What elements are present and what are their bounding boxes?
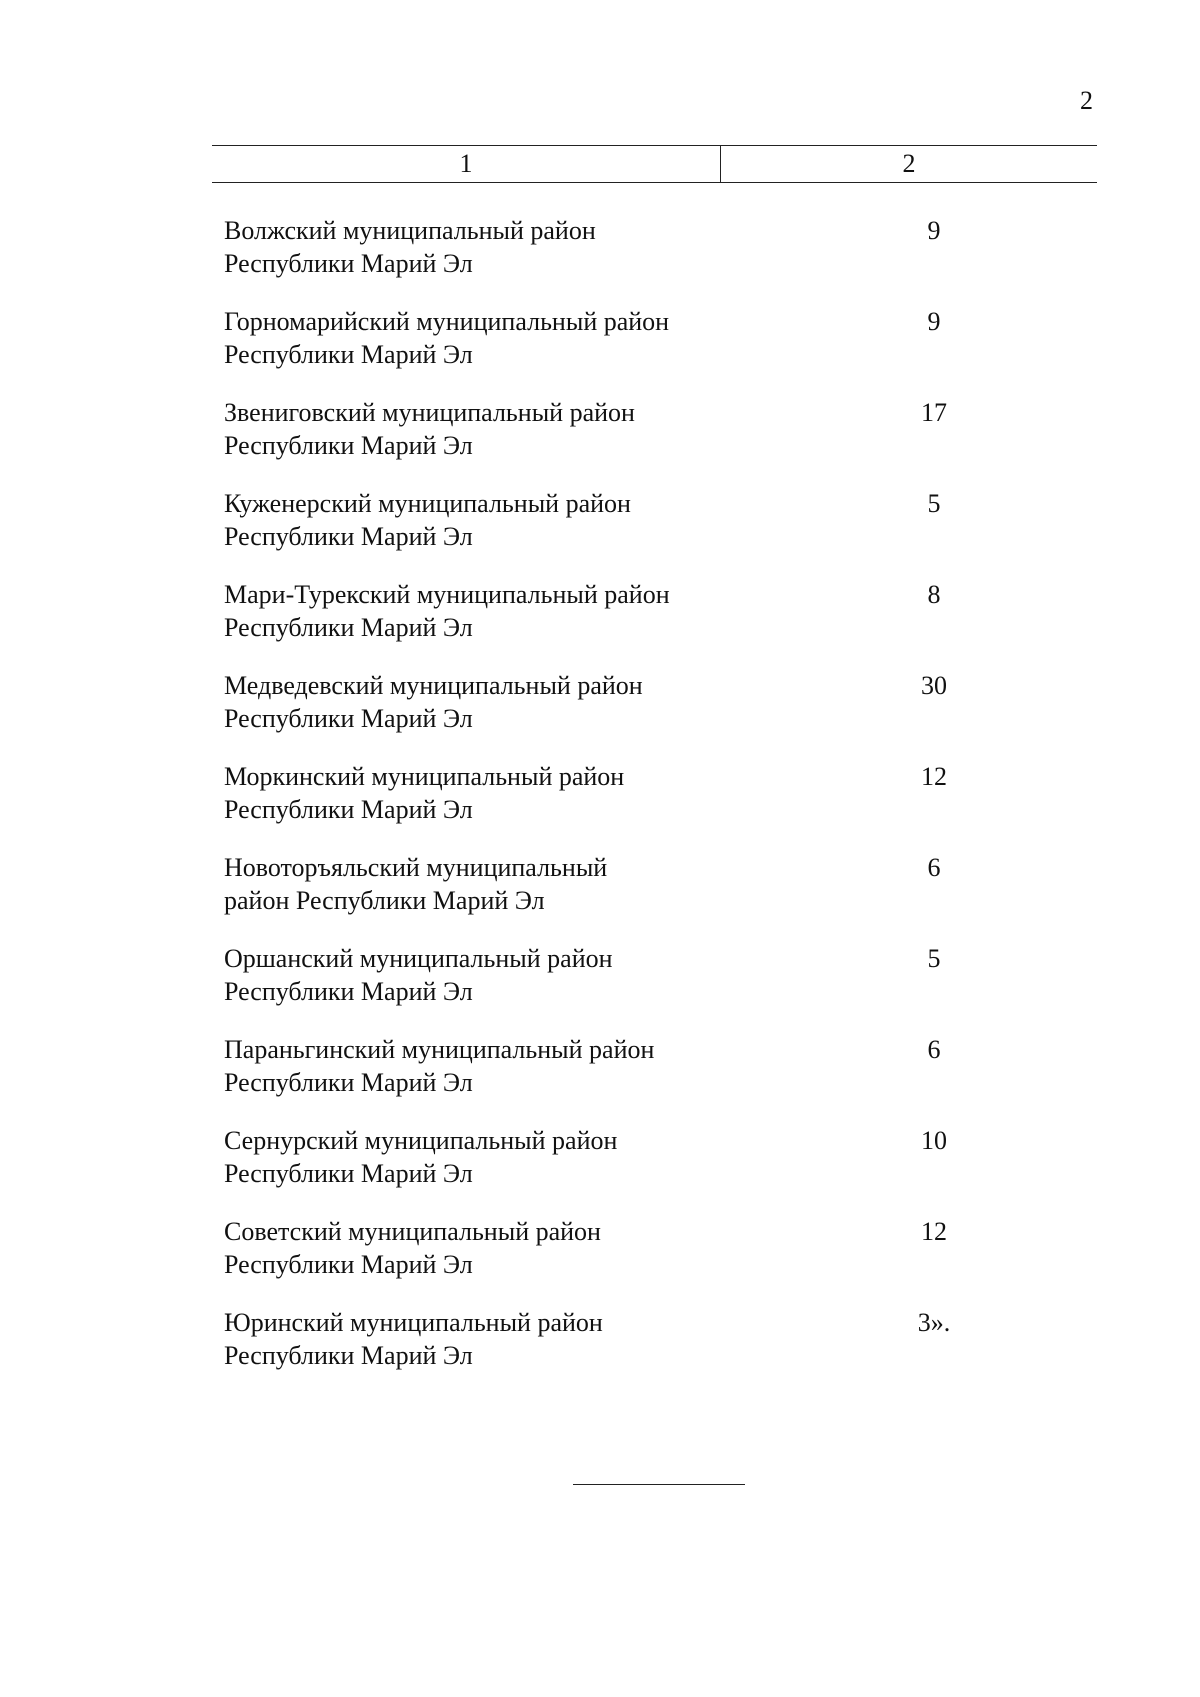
table-row <box>224 214 984 305</box>
district-name: Оршанский муниципальный район Республики Марий Эл <box>224 944 613 1006</box>
table-row <box>224 942 984 1033</box>
district-value: 17 <box>921 398 947 427</box>
district-name: Параньгинский муниципальный район Республики Марий Эл <box>224 1035 655 1097</box>
district-value: 3». <box>917 1308 951 1337</box>
table-row <box>224 1215 984 1306</box>
district-name: Куженерский муниципальный район Республики Марий Эл <box>224 489 631 551</box>
district-value: 6 <box>927 853 941 882</box>
district-value: 9 <box>927 216 941 245</box>
district-value: 8 <box>927 580 941 609</box>
table-row <box>224 305 984 396</box>
district-value: 30 <box>921 671 947 700</box>
district-name: Моркинский муниципальный район Республики Марий Эл <box>224 762 625 824</box>
table-row <box>224 1033 984 1124</box>
district-value: 12 <box>921 1217 947 1246</box>
table-row <box>224 851 984 942</box>
district-name: Юринский муниципальный район Республики Марий Эл <box>224 1308 603 1370</box>
district-name: Мари-Турекский муниципальный район Республики Марий Эл <box>224 580 670 642</box>
district-value: 10 <box>921 1126 947 1155</box>
table-row <box>224 487 984 578</box>
district-value: 5 <box>927 944 941 973</box>
district-name: Советский муниципальный район Республики Марий Эл <box>224 1217 601 1279</box>
table-row <box>224 578 984 669</box>
end-rule <box>573 1484 745 1485</box>
table-row <box>224 669 984 760</box>
district-name: Медведевский муниципальный район Республики Марий Эл <box>224 671 643 733</box>
district-name: Горномарийский муниципальный район Республики Марий Эл <box>224 307 670 369</box>
table-body <box>224 214 984 1397</box>
table-row <box>224 396 984 487</box>
page-number: 2 <box>1080 86 1093 115</box>
district-value: 6 <box>927 1035 941 1064</box>
district-name: Новоторъяльский муниципальный район Республики Марий Эл <box>224 853 608 915</box>
district-name: Сернурский муниципальный район Республики Марий Эл <box>224 1126 618 1188</box>
district-name: Звениговский муниципальный район Республики Марий Эл <box>224 398 635 460</box>
district-value: 5 <box>927 489 941 518</box>
table-row <box>224 1306 984 1397</box>
district-value: 12 <box>921 762 947 791</box>
district-name: Волжский муниципальный район Республики Марий Эл <box>224 216 596 278</box>
table-row <box>224 760 984 851</box>
table-header <box>212 145 1097 183</box>
table-row <box>224 1124 984 1215</box>
header-col-1: 1 <box>459 149 473 178</box>
district-value: 9 <box>927 307 941 336</box>
header-col-2: 2 <box>902 149 916 178</box>
